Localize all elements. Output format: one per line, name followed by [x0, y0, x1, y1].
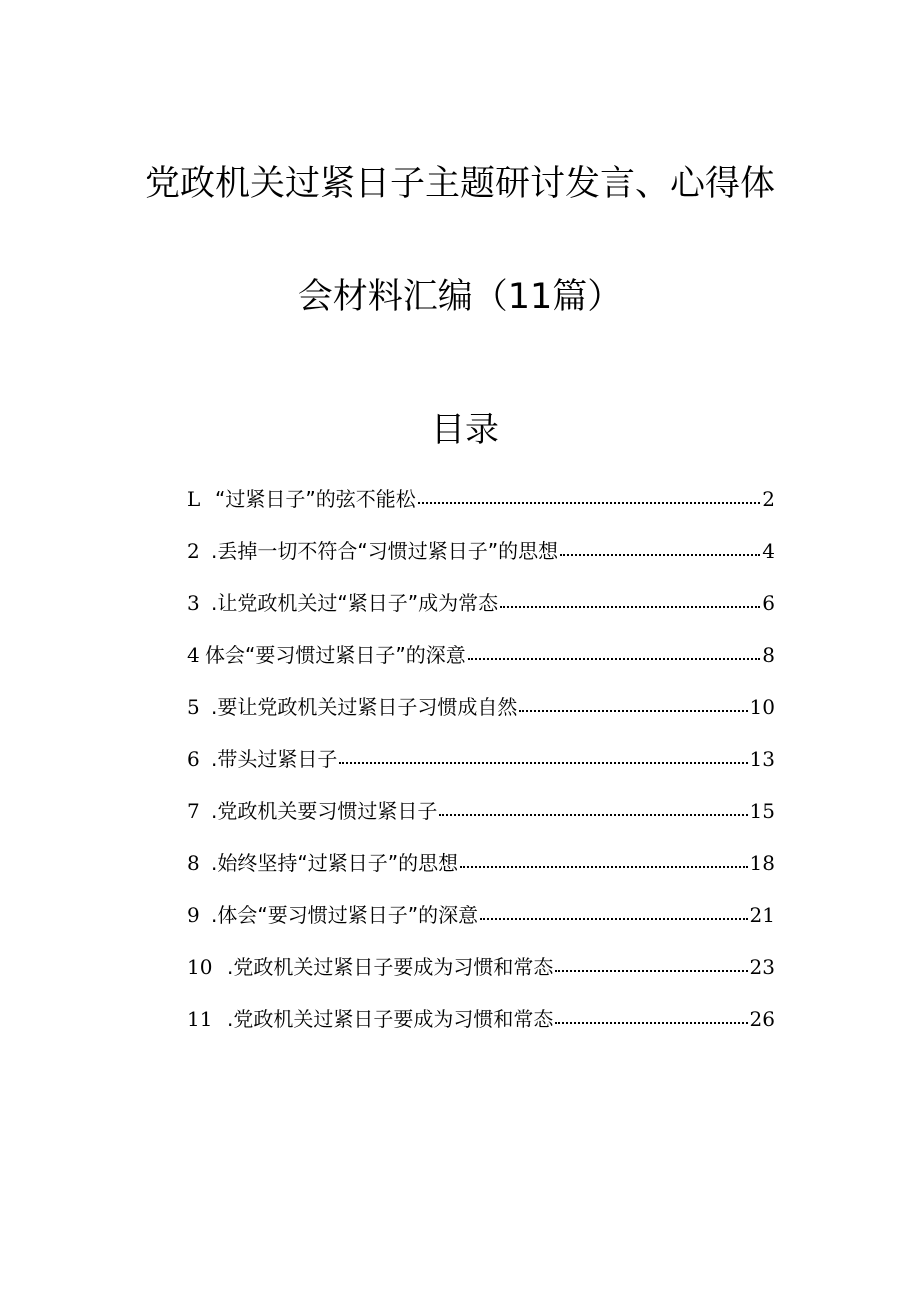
toc-entry-number: 10 — [187, 955, 213, 979]
toc-dot-leader — [480, 898, 747, 920]
toc-entry-page: 8 — [762, 643, 775, 667]
toc-entry-title: .党政机关过紧日子要成为习惯和常态 — [227, 955, 554, 979]
toc-entry-title: 体会“要习惯过紧日子”的深意 — [205, 643, 466, 667]
toc-entry[interactable] — [187, 483, 775, 535]
toc-entry-page: 18 — [749, 851, 775, 875]
toc-entry-title: .带头过紧日子 — [211, 747, 338, 771]
toc-entry-page: 10 — [749, 695, 775, 719]
toc-entry-title: .党政机关要习惯过紧日子 — [211, 799, 438, 823]
toc-entry-title: .始终坚持“过紧日子”的思想 — [211, 851, 459, 875]
toc-entry-number: 6 — [187, 747, 200, 771]
toc-entry-title: .让党政机关过“紧日子”成为常态 — [211, 591, 499, 615]
toc-entry[interactable] — [187, 795, 775, 847]
toc-dot-leader — [555, 1002, 747, 1024]
toc-entry-title: .要让党政机关过紧日子习惯成自然 — [211, 695, 518, 719]
toc-entry-page: 26 — [749, 1007, 775, 1031]
toc-entry-page: 23 — [749, 955, 775, 979]
toc-dot-leader — [519, 690, 747, 712]
toc-entry[interactable] — [187, 691, 775, 743]
toc-dot-leader — [555, 950, 747, 972]
toc-dot-leader — [339, 742, 747, 764]
toc-entry-number: 7 — [187, 799, 200, 823]
toc-entry[interactable] — [187, 743, 775, 795]
toc-entry-number: 11 — [187, 1007, 213, 1031]
toc-entry[interactable] — [187, 847, 775, 899]
toc-dot-leader — [439, 794, 747, 816]
toc-dot-leader — [418, 482, 761, 504]
toc-entry-page: 13 — [749, 747, 775, 771]
toc-dot-leader — [500, 586, 760, 608]
toc-entry[interactable] — [187, 587, 775, 639]
toc-entry[interactable] — [187, 951, 775, 1003]
toc-entry-page: 2 — [762, 487, 775, 511]
toc-dot-leader — [560, 534, 760, 556]
toc-entry[interactable] — [187, 535, 775, 587]
toc-entry-number: 2 — [187, 539, 200, 563]
toc-entry-number: 5 — [187, 695, 200, 719]
toc-entry[interactable] — [187, 639, 775, 691]
toc-entry-title: “过紧日子”的弦不能松 — [215, 487, 416, 511]
toc-entry-title: .丢掉一切不符合“习惯过紧日子”的思想 — [211, 539, 559, 563]
document-title-line-2: 会材料汇编（11篇） — [297, 277, 623, 317]
toc-heading: 目录 — [431, 410, 499, 450]
toc-entry-page: 21 — [749, 903, 775, 927]
toc-entry-number: 3 — [187, 591, 200, 615]
toc-entry-page: 4 — [762, 539, 775, 563]
table-of-contents — [187, 483, 775, 1055]
toc-entry-number: L — [187, 487, 201, 511]
toc-entry[interactable] — [187, 1003, 775, 1055]
toc-entry-title: .体会“要习惯过紧日子”的深意 — [211, 903, 479, 927]
toc-entry[interactable] — [187, 899, 775, 951]
toc-entry-number: 8 — [187, 851, 200, 875]
toc-entry-number: 9 — [187, 903, 200, 927]
document-title-line-1: 党政机关过紧日子主题研讨发言、心得体 — [144, 164, 775, 204]
toc-dot-leader — [468, 638, 761, 660]
toc-entry-page: 6 — [762, 591, 775, 615]
toc-dot-leader — [460, 846, 747, 868]
toc-entry-title: .党政机关过紧日子要成为习惯和常态 — [227, 1007, 554, 1031]
toc-entry-page: 15 — [749, 799, 775, 823]
toc-entry-number: 4 — [187, 643, 200, 667]
